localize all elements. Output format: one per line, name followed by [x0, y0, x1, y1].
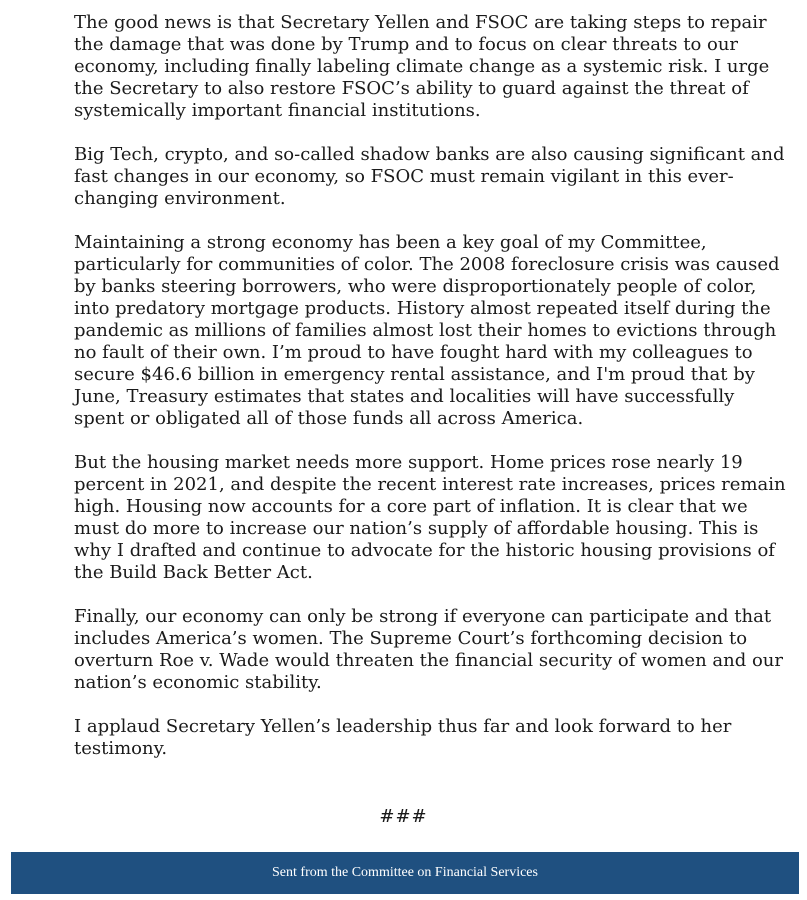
footer-text: Sent from the Committee on Financial Services — [272, 865, 538, 880]
paragraph-big-tech: Big Tech, crypto, and so-called shadow banks are also causing significant and fast changes in our economy, so FSOC must remain vigilant in this ever-changing environment. — [74, 144, 785, 209]
paragraph-housing-market: But the housing market needs more support. Home prices rose nearly 19 percent in 2021, and despite the recent interest rate increases, prices remain high. Housing now accounts for a core part of inflation. It is clear that we must do more to increase our nation’s supply of affordable housing. This is why I drafted and continue to advocate for the historic housing provisions of the Build Back Better Act. — [74, 452, 786, 583]
paragraph-fsoc-steps: The good news is that Secretary Yellen and FSOC are taking steps to repair the damage that was done by Trump and to focus on clear threats to our economy, including finally labeling climate change as a systemic risk. I urge the Secretary to also restore FSOC’s ability to guard against the threat of systemically important financial institutions. — [74, 12, 770, 121]
footer-banner — [11, 852, 799, 894]
paragraph-womens-participation: Finally, our economy can only be strong if everyone can participate and that includes America’s women. The Supreme Court’s forthcoming decision to overturn Roe v. Wade would threaten the financial security of women and our nation’s economic stability. — [74, 606, 783, 693]
paragraph-closing: I applaud Secretary Yellen’s leadership thus far and look forward to her testimony. — [74, 716, 732, 759]
end-of-release-mark: ### — [379, 806, 428, 827]
email-body — [74, 12, 789, 760]
paragraph-strong-economy: Maintaining a strong economy has been a key goal of my Committee, particularly for communities of color. The 2008 foreclosure crisis was caused by banks steering borrowers, who were disproportionately people of color, into predatory mortgage products. History almost repeated itself during the pandemic as millions of families almost lost their homes to evictions through no fault of their own. I’m proud to have fought hard with my colleagues to secure $46.6 billion in emergency rental assistance, and I'm proud that by June, Treasury estimates that states and localities will have successfully spent or obligated all of those funds all across America. — [74, 232, 780, 429]
